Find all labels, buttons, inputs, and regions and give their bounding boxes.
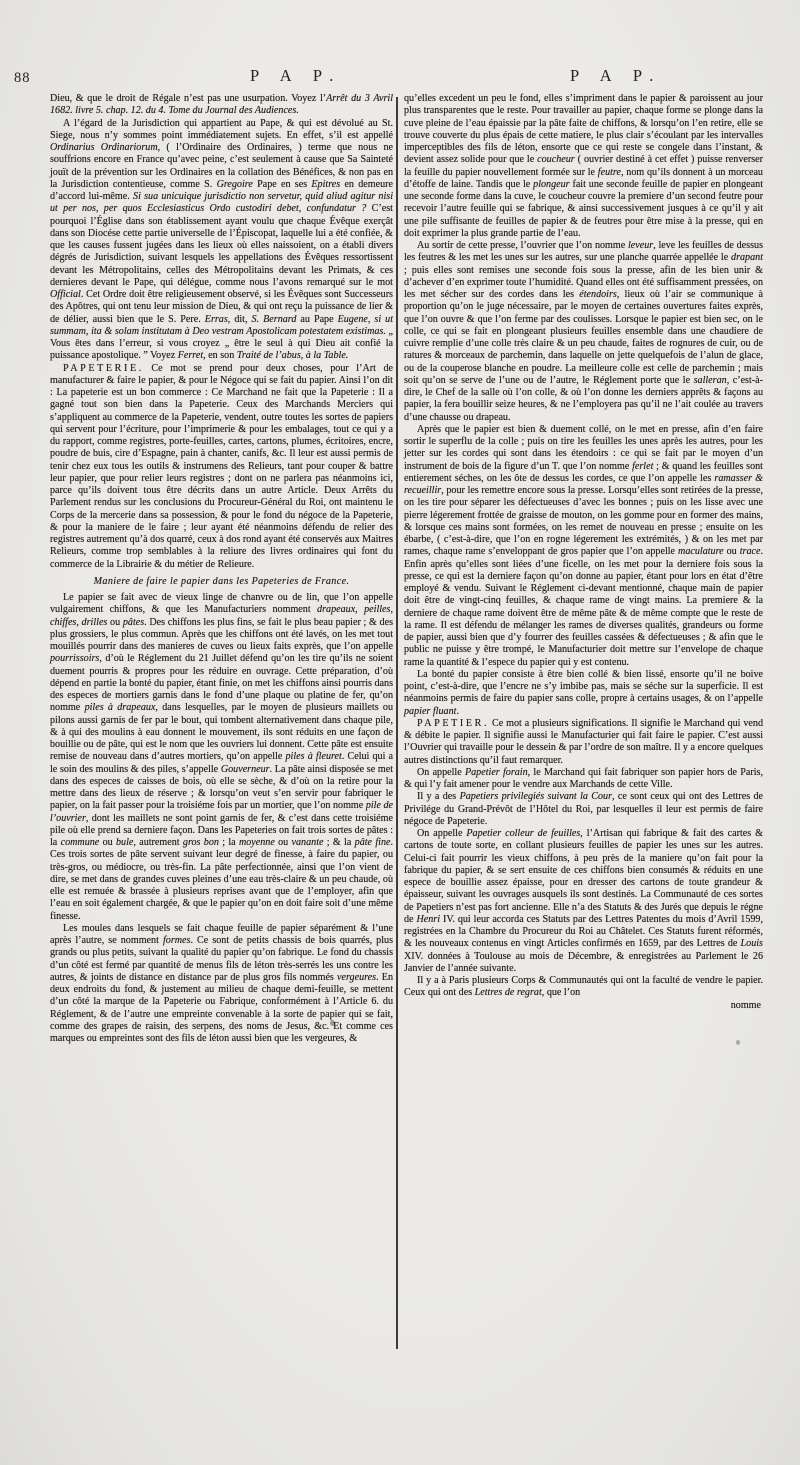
catchword: nomme [730, 999, 761, 1011]
italic-text: Si sua unicuique jurisdictio non servetur, quid aliud agitur nisi ut per nos, per quos Ecclesiasticus Ordo custodiri debet, confundatur ? [50, 191, 393, 215]
body-text: , pour les remettre encore sous la presse. Lorsqu’elles sont retirées de la presse, on les tire pour séparer les défectueuses d’avec les bonnes ; puis on les lisse avec une pierre légerement frottée de graisse de mouton, on les gomme pour en former des mains, & lorsque ces mains sont formées, on les remet de nouveau en presse ; ensuite on les ébarbe, ( c’est-à-dire, que l’on en rogne légerement les extrémités, ) & on les met par rames, chaque rame s’enveloppant de gros papier que l’on appelle [404, 485, 763, 558]
running-head-right: P A P. [570, 66, 663, 85]
italic-text: drapeaux, peilles, chiffes, drilles [50, 604, 393, 628]
section-heading: Maniere de faire le papier dans les Papeteries de France. [93, 575, 350, 587]
italic-text: Ferret [177, 350, 204, 362]
body-text: ; & la [323, 837, 355, 848]
body-text: IV. qui leur accorda ces Statuts par des Lettres Patentes du mois d’Avril 1599, registrées en la Chambre du Procureur du Roi au Châtelet. Ces Statuts furent réformés, & les nouveaux contenus en vingt Articles confirmés en 1659, par des Lettres de [404, 913, 763, 950]
body-text: Il y a des [417, 791, 460, 803]
body-text: , c’est-à-dire, le Chef de la salle où l’on colle, & où l’on donne les derniers apprêts & façons au papier, la fera bouillir seize heures, & ne l’employera pas qu’il ne l’ait coulée au travers d’une chausse ou drapeau. [404, 374, 763, 423]
body-text: , dont les maillets ne sont point garnis de fer, & c’est dans cette troisiéme pile où elle prend sa derniere façon. Dans les Papeteries on fait trois sortes de pâtes : la [50, 812, 393, 848]
paragraph [404, 718, 763, 767]
page-number: 88 [14, 70, 31, 86]
italic-text: piles à drapeaux [84, 702, 156, 714]
body-text: . Des chiffons les plus fins, se fait le plus beau papier ; & des plus grossiers, le plus commun. Après que les chiffons ont été lavés, on les met tout mouillés pourrir dans des manieres de cuves ou lieux faits exprès, que l’on appelle [50, 616, 393, 652]
italic-text: Erras [204, 313, 228, 325]
italic-text: pourrissoirs [50, 653, 100, 665]
entry-headword: PAPETIER. [417, 717, 490, 729]
italic-text: maculature [678, 546, 724, 558]
italic-text: Louis [740, 938, 763, 950]
body-text: ; la [218, 837, 239, 848]
body-text: A l’égard de la Jurisdiction qui appartient au Pape, & qui est dévolué au St. Siege, nous n’y sommes point immédiatement sujets. En effet, s’il est appellé [50, 117, 393, 141]
paragraph [404, 791, 763, 828]
body-text: ; puis elles sont remises une seconde fois sous la presse, afin de les bien unir & d’achever d’en exprimer toute l’humidité. Quand elles ont été suffisamment pressées, on les met sécher sur des cordes dans les [404, 264, 763, 300]
body-text: XIV. données à Toulouse au mois de Décembre, & enregistrées au Parlement le 26 Janvier de l’année suivante. [404, 950, 763, 974]
body-text: , ( l’Ordinaire des Ordinaires, ) terme que nous ne souffrions encore en France qu’avec peine, c’est seulement à cause que Sa Sainteté jouït de la prévention sur les Ordinaires en la collation des Bénéfices, & non pas en la Jurisdiction contentieuse, comme S. [50, 142, 393, 190]
paragraph [50, 118, 393, 363]
paragraph [404, 975, 763, 1000]
italic-text: Epitres [311, 178, 341, 190]
italic-text: trace [739, 546, 761, 558]
italic-text: Gregoire [216, 178, 253, 190]
body-text: . La pâte ainsi disposée se met dans des especes de caisses de bois, où elle se sèche, & d’où on la retire pour la mettre dans des lieux de réserve ; & lorsqu’on veut s’en servir pour fabriquer le papier, on la fait passer pour la troisiéme fois par un mortier, que l’on nomme [50, 763, 394, 812]
body-text: „ Vous êtes dans l’erreur, si vous croyez „ être le seul à qui Dieu ait confié la puissance apostolique. ” Voyez [50, 325, 393, 362]
italic-text: moyenne [238, 837, 275, 848]
italic-text: leveur [627, 240, 654, 251]
italic-text: piles à fleuret [285, 751, 342, 763]
paragraph [404, 767, 763, 792]
body-text: . Ces trois sortes de pâte servent suivant leur degré de finesse, à faire du papier, ou très-gros, ou médiocre, ou très-fin. La pâte perfectionnée, ainsi que l’on vient de dire, se met dans de grandes cuves pleines d’une eau très-claire & un peu chaude, où elle est remuée & brassée à plusieurs reprises avant que de l’employer, afin que l’eau en soit également chargée, & que le papier qu’on en doit faire soit d’une même finesse. [50, 837, 394, 922]
body-text: . En deux endroits du fond, & justement au milieu de chaque demi-feuille, se mettent d’un côté la marque de la Papeterie ou Fabrique, conformément à l’Article 6. du Réglement, & de l’autre une empreinte convenable à la sorte de papier qui se fait, comme des grapes de raisin, des serpens, des noms de Jesus, &c. Et comme ces marques ou empreintes sont des fils de léton aussi bien que les vergeures, & [50, 971, 393, 1044]
italic-text: papier fluant [404, 705, 457, 717]
paragraph [50, 363, 393, 571]
italic-text: formes [162, 935, 191, 946]
italic-text: drapant [731, 252, 763, 264]
italic-text: vanante [291, 837, 324, 848]
body-text: . Celui qui a le soin des moulins & des piles, s’appelle [50, 751, 393, 775]
body-text: , d’où le Réglement du 21 Juillet défend qu’on les tire qu’ils ne soient duement pourris & propres pour les réduire en ouvrage. Cette préparation, d’où dépend en partie la bonté du papier, étant finie, on met les chiffons ainsi pourris dans des especes de mortiers garnis dans le fond d’une plaque ou platine de fer, qu’on nomme [50, 653, 393, 714]
body-text: On appelle [417, 766, 465, 778]
italic-text: ferlet [632, 460, 654, 472]
italic-text: Ordinarius Ordinariorum [50, 142, 158, 153]
paragraph [50, 592, 393, 923]
body-text: Après que le papier est bien & duement collé, on le met en presse, afin d’en faire sortir le superflu de la colle ; puis on tire les feuilles les unes après les autres, pour les jetter sur les cordes qui sont dans les étendoirs : ce qui se fait par le moyen d’un instrument de bois de la figure d’un T. que l’on nomme [404, 423, 763, 472]
paragraph [404, 93, 763, 240]
body-text: ; & quand les feuilles sont entierement séches, on les ôte de dessus les cordes, ce que l’on appelle les [404, 460, 763, 484]
italic-text: plongeur [533, 178, 570, 190]
body-text: Ce mot a plusieurs significations. Il signifie le Marchand qui vend & débite le papier. Il signifie aussi le Manufacturier qui fait faire le papier. C’est aussi l’Ouvrier qui travaille pour le dessein & par l’ordre de son maître. Il y a encore quelques autres distinctions qu’il faut remarquer. [404, 717, 763, 766]
body-text: Ce mot se prend pour deux choses, pour l’Art de manufacturer & faire le papier, & pour le Négoce qui se fait du papier. Ainsi l’on dit : La papeterie est un bon commerce : Ce Marchand ne fait que la Papeterie : Il a gagné tout son bien dans la Papeterie. Ceux des Marchands Merciers qui s’appliquent au commerce de la Papeterie, vendent, outre toutes les sortes de papiers qui servent pour l’écriture, pour l’imprimerie & pour les embalages, tout ce qui y a du rapport, comme registres, porte-feuilles, cartes, cartons, plumes, écritoires, encre, poudre de buis, cire d’Espagne, pain à chanter, canifs, &c. Il leur est aussi permis de tenir chez eux tous les outils & instrumens des Relieurs, tant pour couper & battre leur papier, que pour relier leurs registres ; dont on ne parlera pas néanmoins ici, parce qu’ils doivent tous être décrits dans un autre Article. Deux Arrêts du Parlement rendus sur les conclusions du Procureur-Général du Roi, ont maintenu le Corps de la mercerie dans sa possession, & pour le fond du négoce de la Papeterie, & pour la maniere de le faire ; leur ayant été néanmoins défendu de relier des registres autrement qu’à dos quarré, ceux à dos rond ayant été conservés aux Maitres Relieurs, comme trop semblables à la reliure des livres ordinaires qui font du commerce de la Librairie & du métier de Relieure. [50, 362, 393, 570]
body-text: Le papier se fait avec de vieux linge de chanvre ou de lin, que l’on appelle vulgairement chiffons, & que les Manufacturiers nomment [50, 592, 393, 616]
italic-text: Henri [416, 913, 441, 925]
body-text: , le Marchand qui fait fabriquer son papier hors de Paris, & qui l’y fait amener pour le vendre aux Marchands de cette Ville. [404, 766, 763, 790]
body-text: fait une seconde feuille de papier en plongeant une seconde forme dans la cuve, le coucheur couvre la premiere d’un second feutre pour recevoir l’autre feuille qui se fabrique, & ainsi successivement jusques à ce qu’il y ait une pile suffisante de feuilles de papier & de feutres pour être mise à la presse, qui en doit exprimer la plus grande partie de l’eau. [404, 178, 763, 239]
italic-text: coucheur [537, 154, 575, 166]
body-text: Il y a à Paris plusieurs Corps & Communautés qui ont la faculté de vendre le papier. Ceux qui ont des [404, 975, 763, 999]
paragraph [50, 923, 393, 1046]
entry-headword: PAPETERIE. [63, 362, 144, 374]
italic-text: Official [50, 289, 81, 300]
body-text: ou [107, 616, 123, 628]
paragraph [404, 240, 763, 424]
body-text: , dit, [227, 313, 252, 325]
paragraph [404, 669, 763, 718]
body-text: , autrement [133, 837, 183, 848]
italic-text: Papetier colleur de feuilles [466, 828, 581, 839]
ink-blemish [736, 1040, 740, 1045]
italic-text: pâtes [122, 616, 145, 628]
italic-text: Lettres de regrat [474, 987, 542, 999]
body-text: . [456, 705, 459, 717]
italic-text: Eugene, si ut summam, ita & solam institutam à Deo vestram Apostolicam potestatem existimas. [50, 313, 394, 337]
body-text: ( ouvrier destiné à cet effet ) puisse renverser la feuille du papier nouvellement formée sur le [404, 154, 763, 178]
italic-text: étendoirs [579, 289, 617, 300]
body-text: Dieu, & que le droit de Régale n’est pas une usurpation. Voyez l’ [50, 93, 327, 104]
italic-text: Traité de l’abus, à la Table. [236, 350, 349, 362]
italic-text: Arrêt du 3 Avril 1682. livre 5. chap. 12. du 4. Tome du Journal des Audiences. [50, 93, 393, 117]
column-right [404, 93, 763, 1012]
body-text: , que l’on [541, 987, 581, 999]
italic-text: gros bon [182, 837, 219, 848]
paragraph [404, 828, 763, 975]
paragraph [50, 93, 393, 118]
body-text: . Enfin après qu’elles sont liées d’une ficelle, on les met pour la derniere fois sous la presse, ce qui est la derniere façon qu’on donne au papier, étant pour lors en état d’être employé & vendu. Suivant le Réglement ci-devant mentionné, chaque main de papier doit être de vingt-cinq feuilles, & chaque rame de vingt mains. La premiere & la derniere de chaque rame doivent être de même pâte & de même compte que le reste de la rame. Il est défendu de mélanger les rames de diverses qualités, grandeurs ou forme de papier, aussi bien que d’y fourrer des feuilles cassées & défectueuses ; & afin que le public ne puisse y être trompé, le Manufacturier doit mettre sur l’envelope de chaque rame la quantité & l’espece du papier qui y est contenu. [404, 546, 763, 668]
italic-text: Papetiers privilegiés suivant la Cour [459, 791, 613, 803]
italic-text: pile de l’ouvrier [50, 800, 394, 824]
italic-text: S. Bernard [251, 313, 297, 325]
italic-text: feutre [597, 166, 621, 178]
italic-text: Gouverneur [220, 763, 270, 775]
italic-text: salleran [693, 374, 727, 386]
column-left [50, 93, 393, 1045]
italic-text: Papetier forain [464, 766, 528, 778]
body-text: , lieux où l’air se communique à proportion qu’on le juge nécessaire, par le moyen de certaines ouvertures faites exprès, que l’on ouvre & que l’on ferme par des coulisses. Lorsque le papier est bien sec, on le colle, ce qui se fait en plongeant plusieurs feuilles ensemble dans une chaudiere de cuivre remplie d’une colle très claire & un peu chaude, faites de rognures de cuir, ou de ratures & morceaux de parchemin, dans laquelle on jette quelquefois de l’alun de glace, ou de la couperose blanche en poudre. La meilleure colle est celle de parchemin ; mais soit qu’on se serve de l’une ou de l’autre, le Réglement porte que le [404, 289, 764, 386]
running-head-left: P A P. [250, 66, 343, 85]
body-text: , l’Artisan qui fabrique & fait des cartes & cartons de toute sorte, en collant plusieurs feuilles de papier les unes sur les autres. Celui-ci fait pourrir les vieux chiffons, à peu près de la maniere qu’on fait pour la fabrique du papier, & se sert ensuite de ces chiffons bien consumés & réduits en une espece de bouillie assez épaisse, pour en dresser des cartons de toute grandeur & épaisseur, suivant les ouvrages ausquels ils sont destinés. La Communauté de ces sortes de Papetiers n’est pas fort ancienne. Elle n’a des Statuts & des Jurés que depuis le régne de [404, 828, 763, 925]
body-text: qu’elles excedent un peu le fond, elles s’impriment dans le papier & paroissent au jour plus transparentes que le reste. Pour travailler au papier, chaque forme se plonge dans la cuve pleine de l’eau épaissie par la pâte faite de chiffons, & lorsqu’on l’en retire, elle se trouve couverte du plus épais de cette matiere, le plus clair s’écoulant par les intervalles imperceptibles des fils de léton, ensorte que ce qui reste se congele dans l’instant, & devient assez solide pour que le [404, 93, 763, 166]
body-text: , dans lesquelles, par le moyen de plusieurs maillets ou pilons aussi garnis de fer par le bout, qui tombent alternativement dans chaque pile, & à qui des moulins à eau donnent le mouvement, ils sont réduits en une façon de bouillie ou de pâte, qui est le nom que les ouvriers lui donnent. Cette pâte est ensuite remise de nouveau dans d’autres mortiers, qu’on appelle [50, 702, 394, 763]
body-text: Pape en ses [252, 178, 312, 190]
body-text: , nom qu’ils donnent à un morceau d’étoffe de laine. Tandis que le [404, 166, 763, 190]
body-text: en demeure d’accord lui-même. [50, 178, 393, 202]
body-text: , leve les feuilles de dessus les feutres & les met les unes sur les autres, sur une planche quarrée appellée le [404, 240, 763, 264]
body-text: ou [274, 837, 292, 848]
body-text: ou [723, 546, 740, 558]
italic-text: pâte fine [354, 837, 391, 848]
italic-text: commune [60, 837, 100, 848]
column-divider-rule [396, 97, 398, 1349]
body-text: La bonté du papier consiste à être bien collé & bien lissé, ensorte qu’il ne boive point, c’est-à-dire, que l’encre ne s’y imbibe pas, mais se séche sur la superficie. Il est néanmoins permis de faire du papier sans colle, propre à certains usages, & on l’appelle [404, 668, 763, 705]
body-text: au Pape [296, 313, 338, 325]
body-text: . Ce sont de petits chassis de bois quarrés, plus grands ou plus petits, suivant la qualité du papier qu’on fabrique. Le fond du chassis d’un côté est fermé par quantité de menus fils de léton très-serrés les uns contre les autres, & joints de distance en distance par de plus gros fils nommés [50, 935, 394, 983]
body-text: . Cet Ordre doit être religieusement observé, si les Évêques sont Successeurs des Apôtres, qui ont tenu leur mission de Dieu, & qui ont reçu la puissance de lier & de délier, aussi bien que le S. Pere. [50, 289, 393, 325]
body-text: Les moules dans lesquels se fait chaque feuille de papier séparément & l’une après l’autre, se nomment [50, 922, 393, 946]
body-text: On appelle [417, 828, 467, 839]
body-text: Au sortir de cette presse, l’ouvrier que l’on nomme [417, 240, 628, 251]
body-text: , ce sont ceux qui ont des Lettres de Privilége du Grand-Prévôt de l’Hôtel du Roi, par lesquelles il leur est permis de faire négoce de Papeterie. [404, 791, 764, 827]
italic-text: vergeures [337, 971, 377, 983]
body-text: ou [99, 837, 116, 848]
body-text: , en son [203, 350, 237, 362]
italic-text: bule [116, 837, 134, 848]
paragraph [404, 424, 763, 669]
italic-text: ramasser & recueillir [404, 472, 764, 496]
body-text: C’est pourquoi l’Église dans son établissement ayant voulu que chaque Évêque exerçât dans son Diocése cette partie universelle de l’Épiscopat, laquelle lui a été confiée, & que les causes fussent jugées dans les lieux où elles naissoient, on a établi divers dégrés de Jurisdiction, suivant lesquels les appellations des Évêques ressortissent devant les Métropolitains, celles des Métropolitains devant les Primats, & ces dernieres devant le Pape, qui délégue, comme nous l’avons remarqué sur le mot [50, 203, 393, 288]
